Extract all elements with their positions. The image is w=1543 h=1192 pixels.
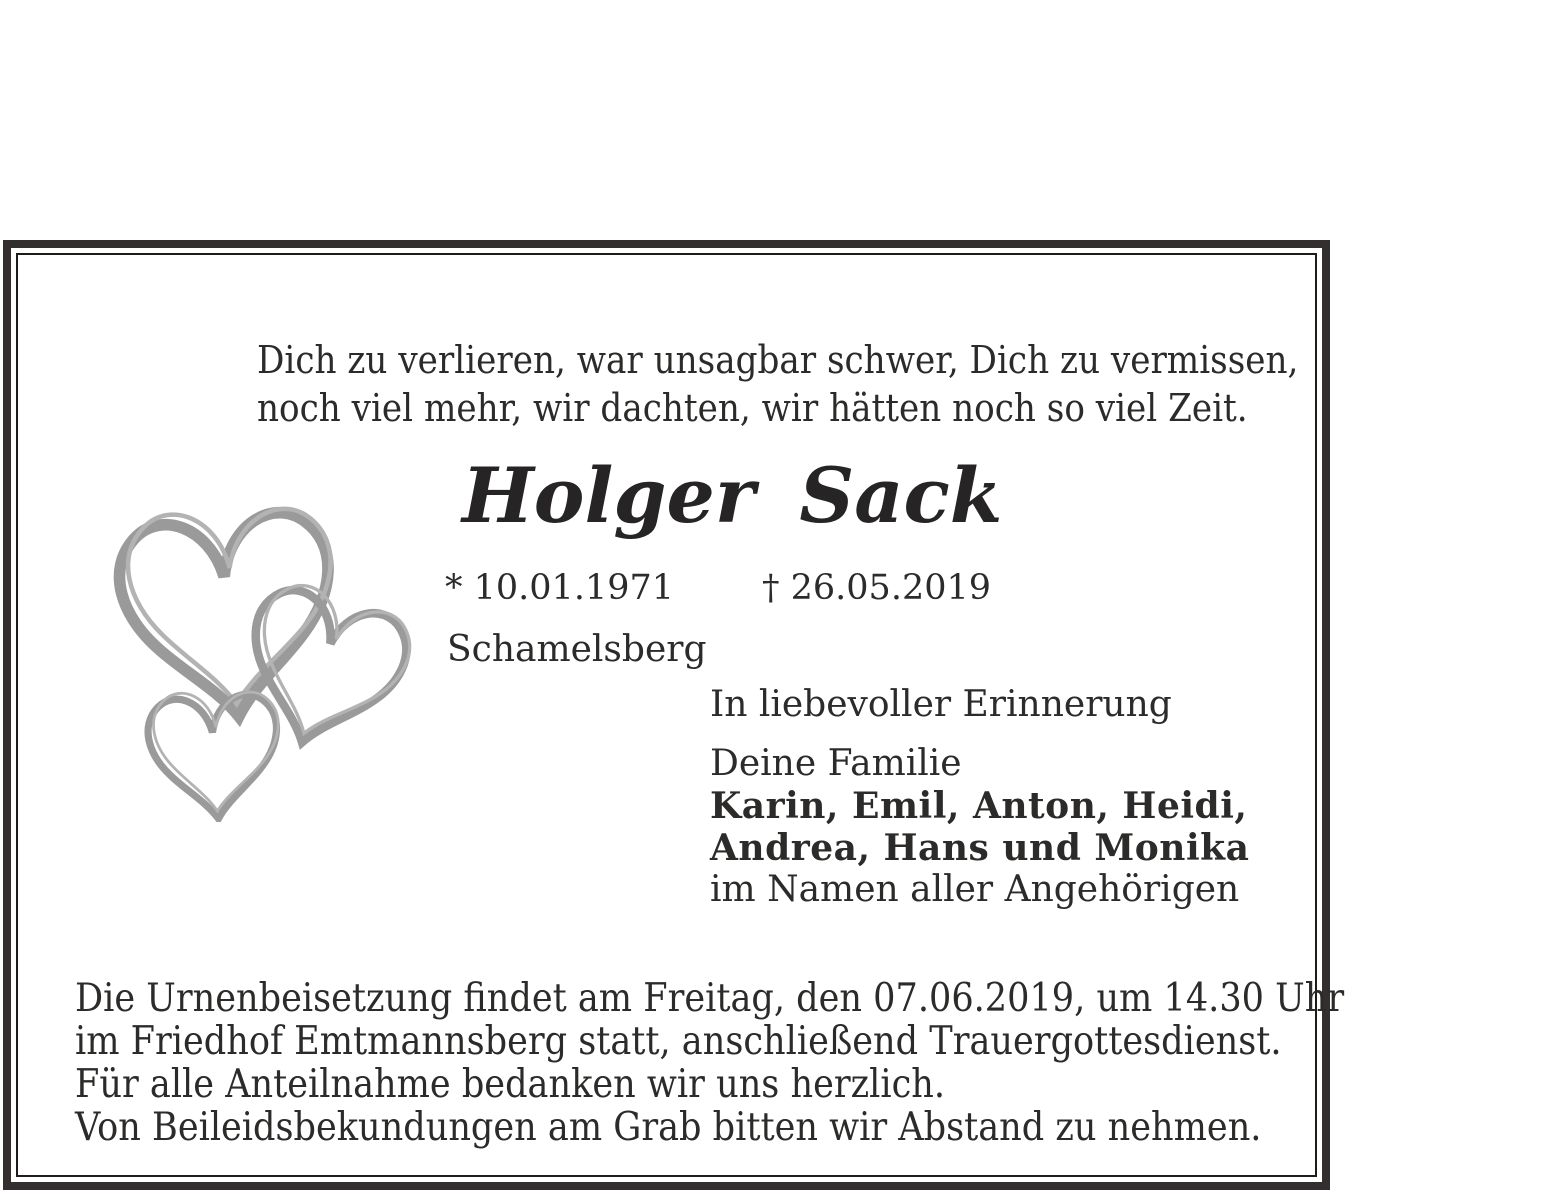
funeral-info-line-1: Die Urnenbeisetzung findet am Freitag, den 07.06.2019, um 14.30 Uhr [75, 976, 1345, 1021]
funeral-info-line-4: Von Beileidsbekundungen am Grab bitten wir Abstand zu nehmen. [75, 1105, 1262, 1150]
funeral-info-line-2: im Friedhof Emtmannsberg statt, anschließend Trauergottesdienst. [75, 1019, 1282, 1064]
death-date: † 26.05.2019 [762, 568, 992, 608]
funeral-info-line-3: Für alle Anteilnahme bedanken wir uns herzlich. [75, 1062, 946, 1107]
deceased-name: Holger Sack [462, 451, 1003, 540]
family-block [710, 684, 1249, 911]
family-intro: Deine Familie [710, 743, 962, 784]
epitaph-line-2: noch viel mehr, wir dachten, wir hätten noch so viel Zeit. [257, 386, 1248, 430]
remembrance-line: In liebevoller Erinnerung [710, 684, 1172, 725]
hearts-sketch-icon [106, 492, 431, 822]
family-names-line-2: Andrea, Hans und Monika [710, 827, 1250, 869]
family-closing: im Namen aller Angehörigen [710, 869, 1240, 910]
birth-date: * 10.01.1971 [445, 568, 675, 608]
place-name: Schamelsberg [447, 629, 707, 670]
funeral-info [75, 977, 1344, 1149]
epitaph-line-1: Dich zu verlieren, war unsagbar schwer, Dich zu vermissen, [257, 338, 1299, 382]
epitaph-quote [257, 336, 1298, 432]
family-names-line-1: Karin, Emil, Anton, Heidi, [710, 785, 1248, 827]
